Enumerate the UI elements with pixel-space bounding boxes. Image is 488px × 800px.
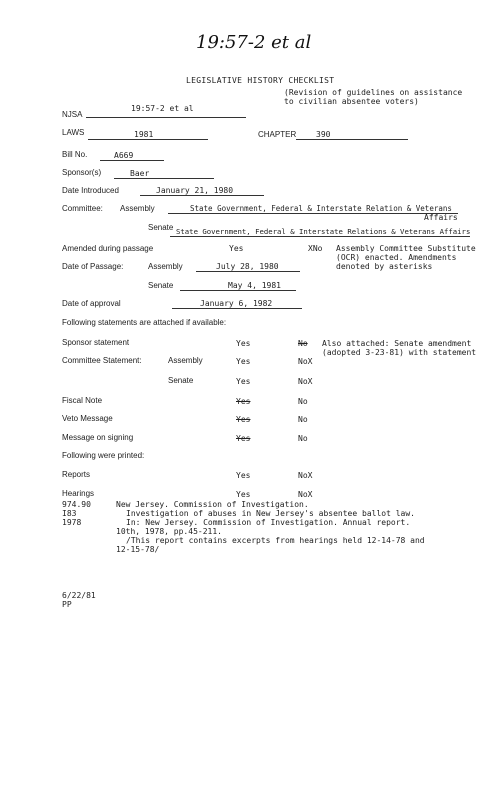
chapter-label: CHAPTER bbox=[258, 130, 297, 139]
committee-statement-label: Committee Statement: bbox=[62, 356, 142, 365]
sponsor-statement-label: Sponsor statement bbox=[62, 338, 130, 347]
amended-note-1: Assembly Committee Substitute bbox=[336, 244, 476, 253]
passage-assembly-underline bbox=[196, 271, 300, 272]
veto-message-no: No bbox=[298, 415, 308, 424]
sponsor-statement-yes: Yes bbox=[236, 339, 251, 348]
reports-no: NoX bbox=[298, 471, 313, 480]
citation-line-1: New Jersey. Commission of Investigation. bbox=[116, 500, 309, 509]
passage-senate-label: Senate bbox=[148, 281, 174, 290]
committee-statement-assembly-no: NoX bbox=[298, 357, 313, 366]
approval-underline bbox=[172, 308, 302, 309]
veto-message-yes: Yes bbox=[236, 415, 251, 424]
call-number-1: 974.90 bbox=[62, 500, 91, 509]
hearings-label: Hearings bbox=[62, 489, 95, 498]
passage-senate-value: May 4, 1981 bbox=[228, 281, 281, 290]
sponsor-statement-note-2: (adopted 3-23-81) with statement bbox=[322, 348, 477, 357]
reports-yes: Yes bbox=[236, 471, 251, 480]
bill-value: A669 bbox=[114, 151, 134, 160]
amended-note-3: denoted by asterisks bbox=[336, 262, 433, 271]
laws-value: 1981 bbox=[134, 130, 154, 139]
committee-assembly-label: Assembly bbox=[120, 204, 155, 213]
message-signing-no: No bbox=[298, 434, 308, 443]
citation-line-3: In: New Jersey. Commission of Investigation. Annual report. bbox=[126, 518, 411, 527]
passage-assembly-value: July 28, 1980 bbox=[216, 262, 279, 271]
handwritten-header: 19:57-2 et al bbox=[196, 32, 312, 53]
fiscal-note-label: Fiscal Note bbox=[62, 396, 103, 405]
committee-label: Committee: bbox=[62, 204, 103, 213]
printed-heading: Following were printed: bbox=[62, 451, 145, 460]
hearings-no: NoX bbox=[298, 490, 313, 499]
approval-value: January 6, 1982 bbox=[200, 299, 273, 308]
committee-statement-assembly-label: Assembly bbox=[168, 356, 203, 365]
amended-yes: Yes bbox=[229, 244, 244, 253]
laws-underline bbox=[88, 139, 208, 140]
committee-assembly-underline bbox=[168, 213, 458, 214]
amended-note-2: (OCR) enacted. Amendments bbox=[336, 253, 457, 262]
laws-label: LAWS bbox=[62, 128, 85, 137]
hearings-yes: Yes bbox=[236, 490, 251, 499]
reports-label: Reports bbox=[62, 470, 91, 479]
njsa-value: 19:57-2 et al bbox=[131, 104, 194, 113]
date-introduced-value: January 21, 1980 bbox=[156, 186, 234, 195]
sponsor-statement-note-1: Also attached: Senate amendment bbox=[322, 339, 472, 348]
bill-label: Bill No. bbox=[62, 150, 88, 159]
fiscal-note-yes: Yes bbox=[236, 397, 251, 406]
footer-initials: PP bbox=[62, 600, 72, 609]
passage-senate-underline bbox=[180, 290, 296, 291]
citation-line-6: 12-15-78/ bbox=[116, 545, 160, 554]
message-signing-label: Message on signing bbox=[62, 433, 134, 442]
chapter-value: 390 bbox=[316, 130, 331, 139]
chapter-underline bbox=[296, 139, 408, 140]
committee-senate-underline bbox=[170, 236, 470, 237]
sponsor-underline bbox=[114, 178, 214, 179]
amended-label: Amended during passage bbox=[62, 244, 154, 253]
committee-senate-value: State Government, Federal & Interstate Relations & Veterans Affairs bbox=[176, 227, 471, 236]
citation-line-2: Investigation of abuses in New Jersey's absentee ballot law. bbox=[126, 509, 415, 518]
committee-statement-senate-yes: Yes bbox=[236, 377, 251, 386]
attached-heading: Following statements are attached if available: bbox=[62, 318, 227, 327]
njsa-label: NJSA bbox=[62, 110, 83, 119]
passage-label: Date of Passage: bbox=[62, 262, 124, 271]
committee-assembly-value: State Government, Federal & Interstate Relation & Veterans bbox=[190, 204, 452, 213]
sponsor-label: Sponsor(s) bbox=[62, 168, 102, 177]
fiscal-note-no: No bbox=[298, 397, 308, 406]
footer-date: 6/22/81 bbox=[62, 591, 96, 600]
citation-line-4: 10th, 1978, pp.45-211. bbox=[116, 527, 222, 536]
citation-line-5: /This report contains excerpts from hearings held 12-14-78 and bbox=[126, 536, 425, 545]
page-title: LEGISLATIVE HISTORY CHECKLIST bbox=[186, 76, 335, 85]
bill-underline bbox=[100, 160, 164, 161]
sponsor-value: Baer bbox=[130, 169, 150, 178]
committee-assembly-value-cont: Affairs bbox=[424, 213, 458, 222]
committee-statement-assembly-yes: Yes bbox=[236, 357, 251, 366]
message-signing-yes: Yes bbox=[236, 434, 251, 443]
date-introduced-underline bbox=[140, 195, 264, 196]
njsa-underline bbox=[86, 117, 246, 118]
revision-note: (Revision of guidelines on assistance to civilian absentee voters) bbox=[284, 88, 463, 106]
call-number-3: 1978 bbox=[62, 518, 82, 527]
call-number-2: I83 bbox=[62, 509, 77, 518]
committee-senate-label: Senate bbox=[148, 223, 174, 232]
passage-assembly-label: Assembly bbox=[148, 262, 183, 271]
amended-no: XNo bbox=[308, 244, 323, 253]
date-introduced-label: Date Introduced bbox=[62, 186, 119, 195]
approval-label: Date of approval bbox=[62, 299, 121, 308]
sponsor-statement-no: No bbox=[298, 339, 308, 348]
veto-message-label: Veto Message bbox=[62, 414, 113, 423]
committee-statement-senate-no: NoX bbox=[298, 377, 313, 386]
committee-statement-senate-label: Senate bbox=[168, 376, 194, 385]
